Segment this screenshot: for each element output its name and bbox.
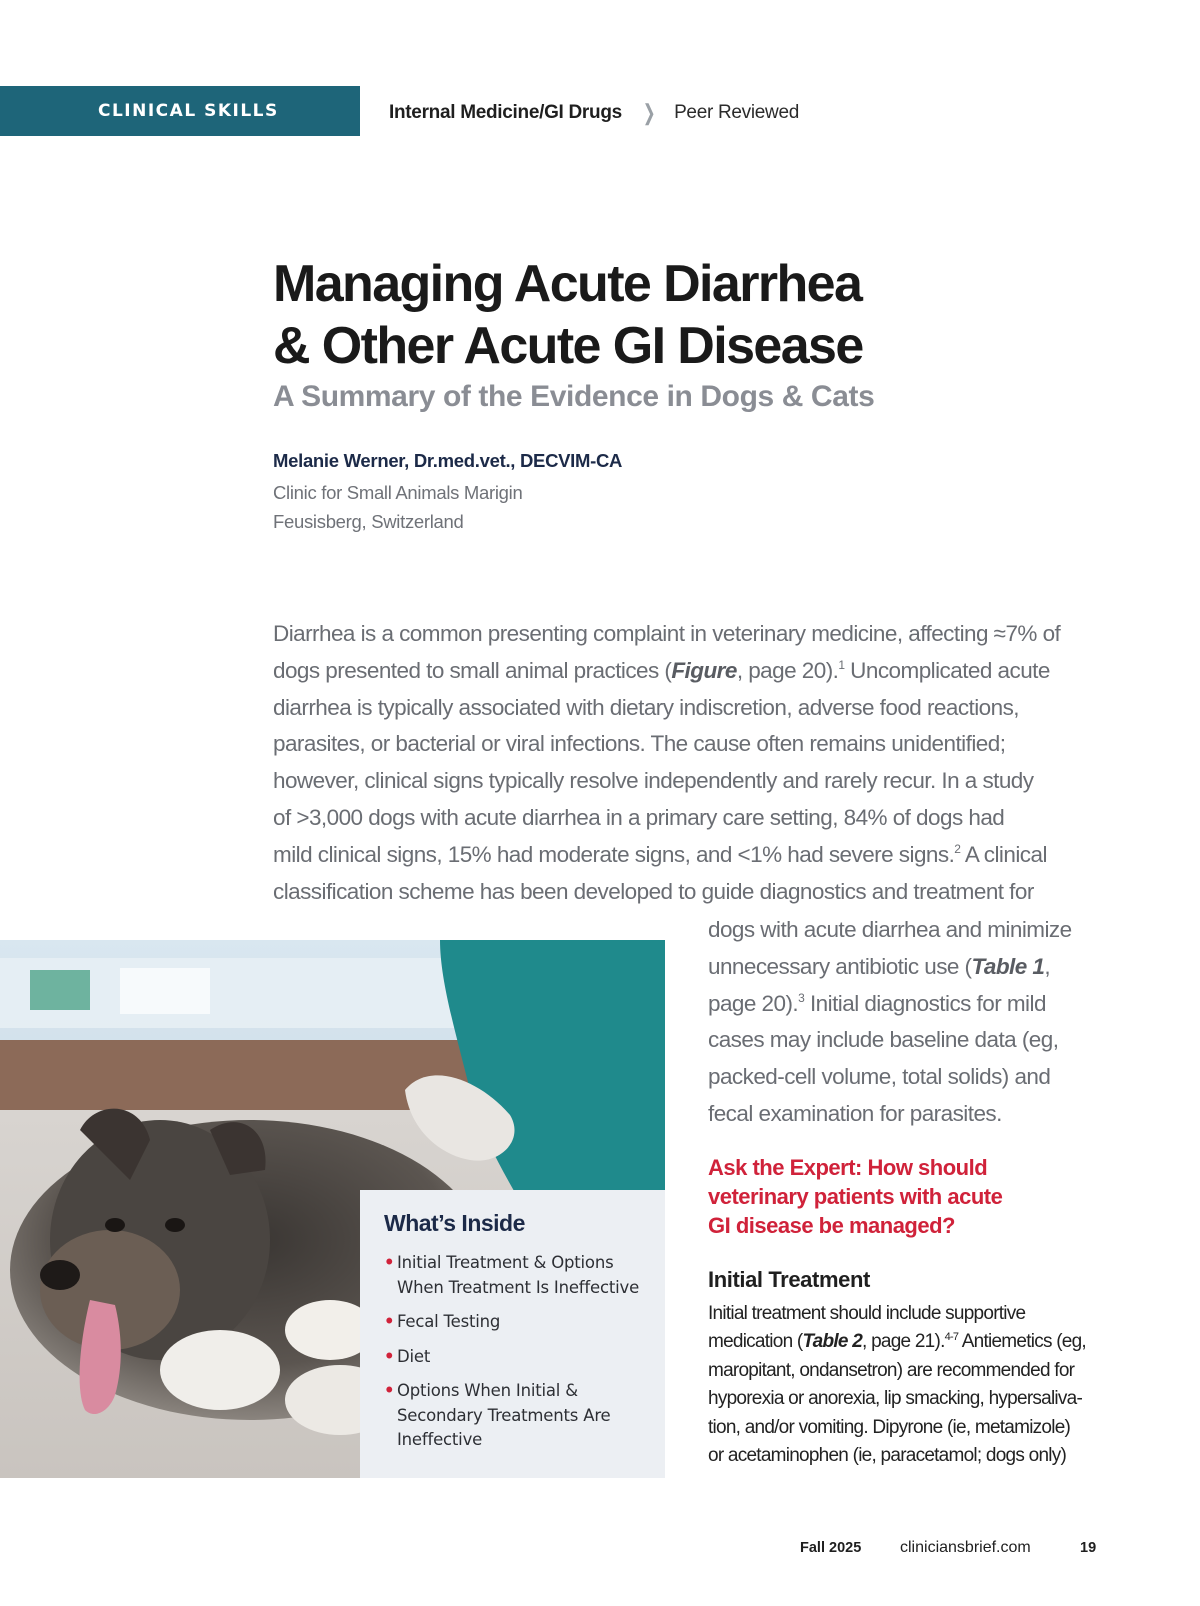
table-reference-link[interactable]: Table 2: [802, 1331, 863, 1353]
affiliation-line: Feusisberg, Switzerland: [273, 511, 464, 532]
text-line: unnecessary antibiotic use (Table 1,: [708, 953, 1051, 979]
author-affiliation: [273, 478, 522, 536]
website-link[interactable]: cliniciansbrief.com: [900, 1539, 1031, 1556]
text-line: dogs presented to small animal practices (Figure, page 20).$^1$ Uncomplicated acute: [273, 657, 1050, 683]
title-line: & Other Acute GI Disease: [273, 317, 863, 375]
chevron-right-icon: ❯: [642, 100, 656, 125]
page-number: 19: [1080, 1540, 1097, 1556]
section-tag: CLINICAL SKILLS: [0, 86, 360, 136]
breadcrumb: [389, 99, 799, 127]
figure-reference-link[interactable]: Figure: [671, 657, 737, 683]
text-line: page 20).$^3$ Initial diagnostics for mild: [708, 990, 1046, 1016]
article-title: [273, 253, 1033, 377]
author-name: Melanie Werner, Dr.med.vet., DECVIM-CA: [273, 450, 623, 471]
text-line: classification scheme has been developed to guide diagnostics and treatment for: [273, 878, 1034, 904]
text-line: hyporexia or anorexia, lip smacking, hypersaliva-: [708, 1388, 1083, 1410]
article-subtitle: A Summary of the Evidence in Dogs & Cats: [273, 380, 875, 413]
whats-inside-heading: What’s Inside: [384, 1210, 525, 1236]
text-line: packed-cell volume, total solids) and: [708, 1064, 1051, 1090]
text-line: parasites, or bacterial or viral infections. The cause often remains unidentified;: [273, 731, 1006, 757]
text-line: or acetaminophen (ie, paracetamol; dogs only): [708, 1444, 1067, 1466]
text-line: tion, and/or vomiting. Dipyrone (ie, metamizole): [708, 1416, 1071, 1438]
breadcrumb-review-status: Peer Reviewed: [674, 102, 800, 123]
table-reference-link[interactable]: Table 1: [971, 953, 1045, 979]
list-item[interactable]: • Initial Treatment & Options When Treatment Is Ineffective: [384, 1251, 641, 1300]
citation-ref[interactable]: 3: [798, 990, 805, 1005]
list-item[interactable]: • Options When Initial & Secondary Treatments Are Ineffective: [384, 1379, 641, 1453]
list-item[interactable]: • Fecal Testing: [384, 1310, 641, 1335]
affiliation-line: Clinic for Small Animals Marigin: [273, 482, 523, 503]
citation-ref[interactable]: 1: [838, 657, 845, 672]
whats-inside-list: [384, 1251, 641, 1453]
whats-inside-box: [360, 1190, 665, 1478]
text-line: fecal examination for parasites.: [708, 1100, 1002, 1126]
text-line: of >3,000 dogs with acute diarrhea in a primary care setting, 84% of dogs had: [273, 804, 1005, 830]
text-line: maropitant, ondansetron) are recommended for: [708, 1359, 1075, 1381]
text-line: diarrhea is typically associated with dietary indiscretion, adverse food reactions,: [273, 694, 1019, 720]
ask-the-expert-heading: Ask the Expert: How should veterinary patients with acute GI disease be managed?: [708, 1155, 1003, 1238]
body-column: [708, 912, 1108, 1133]
text-line: mild clinical signs, 15% had moderate signs, and <1% had severe signs.$^2$ A clinical: [273, 841, 1047, 867]
text-line: however, clinical signs typically resolve independently and rarely recur. In a study: [273, 768, 1034, 794]
intro-paragraph: [273, 616, 1093, 910]
citation-ref[interactable]: 2: [954, 841, 961, 856]
text-line: Initial treatment should include supportive: [708, 1303, 1026, 1324]
text-line: dogs with acute diarrhea and minimize: [708, 917, 1072, 942]
section-body: [708, 1300, 1128, 1470]
breadcrumb-category[interactable]: Internal Medicine/GI Drugs: [389, 102, 622, 123]
text-line: medication (Table 2, page 21).$^{4-7}$ Antiemetics (eg,: [708, 1331, 1086, 1353]
citation-ref[interactable]: 4-7: [944, 1331, 959, 1344]
title-line: Managing Acute Diarrhea: [273, 255, 862, 313]
issue-date: Fall 2025: [800, 1540, 862, 1556]
text-line: cases may include baseline data (eg,: [708, 1027, 1059, 1053]
text-line: Diarrhea is a common presenting complaint in veterinary medicine, affecting ≈7% of: [273, 621, 1061, 646]
list-item[interactable]: • Diet: [384, 1345, 641, 1370]
section-heading: Initial Treatment: [708, 1267, 870, 1292]
